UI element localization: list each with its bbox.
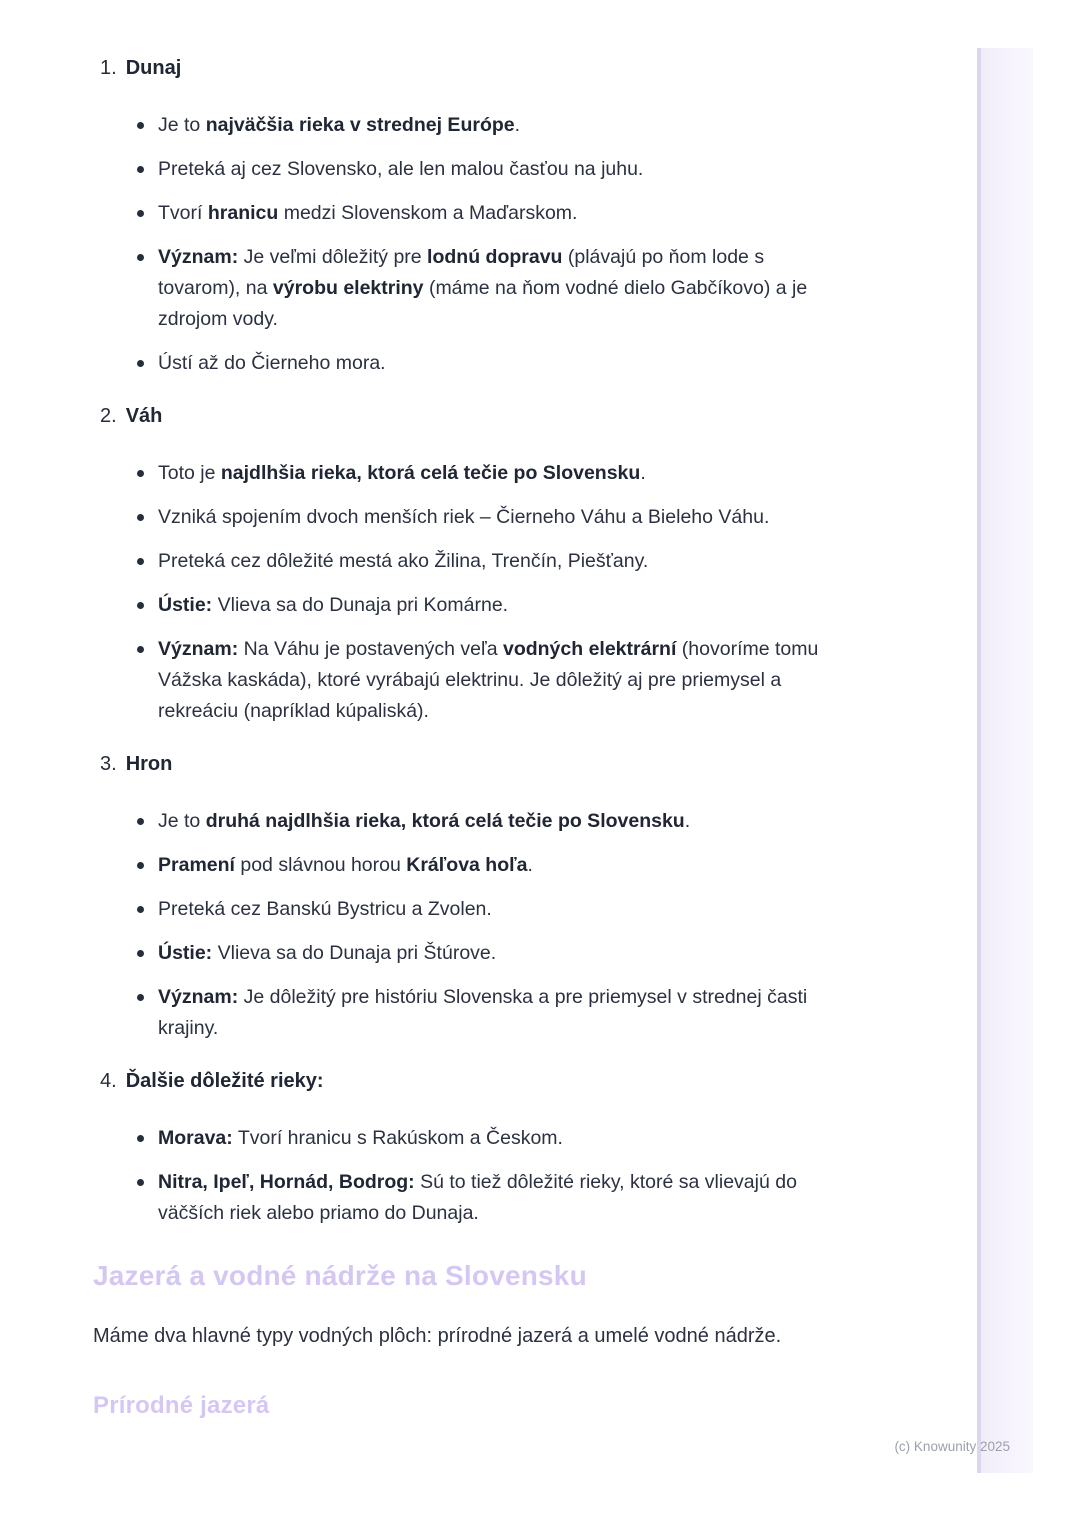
text-run: Preteká aj cez Slovensko, ale len malou časťou na juhu. (158, 158, 644, 180)
text-run: Vzniká spojením dvoch menších riek – Čierneho Váhu a Bieleho Váhu. (158, 506, 770, 528)
list-item (93, 938, 830, 969)
bullet-icon (137, 862, 144, 869)
text-run: Je veľmi dôležitý pre (238, 246, 428, 268)
bullet-icon (137, 818, 144, 825)
text-run: . (514, 114, 521, 136)
bold-text-run: Ústie: (158, 942, 213, 964)
copyright-note: (c) Knowunity 2025 (894, 1439, 1010, 1454)
list-item (93, 502, 830, 533)
text-run: pod slávnou horou (234, 854, 407, 876)
bullet-list (93, 110, 830, 379)
list-item (93, 806, 830, 837)
list-item (93, 850, 830, 881)
section-number: 4. (100, 1070, 117, 1092)
rivers-list (93, 56, 830, 1229)
bullet-icon (137, 210, 144, 217)
section-title: Ďalšie dôležité rieky: (125, 1070, 324, 1092)
text-run: Tvorí hranicu s Rakúskom a Českom. (232, 1127, 563, 1149)
bullet-icon (137, 994, 144, 1001)
bold-text-run: hranicu (207, 202, 279, 224)
list-item (93, 546, 830, 577)
section-title: Dunaj (125, 57, 182, 79)
bullet-icon (137, 122, 144, 129)
bullet-list (93, 458, 830, 727)
section-number: 1. (100, 57, 117, 79)
section-heading (93, 1069, 830, 1093)
list-item (93, 590, 830, 621)
text-run: . (640, 462, 646, 484)
section-title: Váh (125, 405, 163, 427)
bullet-icon (137, 646, 144, 653)
decorative-side-bar (977, 48, 1033, 1473)
bold-text-run: lodnú dopravu (427, 246, 563, 268)
section-heading (93, 404, 830, 428)
bullet-icon (137, 166, 144, 173)
section-number: 2. (100, 405, 117, 427)
text-run: (máme na ňom vodné dielo Gabčíkovo) a je zdrojom vody. (158, 277, 808, 330)
bold-text-run: druhá najdlhšia rieka, ktorá celá tečie po Slovensku (205, 810, 685, 832)
bold-text-run: Význam: (158, 638, 239, 660)
bullet-icon (137, 1135, 144, 1142)
text-run: medzi Slovenskom a Maďarskom. (278, 202, 578, 224)
list-item (93, 982, 830, 1044)
bold-text-run: výrobu elektriny (272, 277, 424, 299)
bullet-list (93, 1123, 830, 1229)
list-item (93, 458, 830, 489)
bold-text-run: vodných elektrární (502, 638, 677, 660)
text-run: Tvorí (158, 202, 208, 224)
list-item (93, 110, 830, 141)
list-item (93, 1167, 830, 1229)
text-run: Preteká cez Banskú Bystricu a Zvolen. (158, 898, 492, 920)
bullet-icon (137, 906, 144, 913)
text-run: Je dôležitý pre históriu Slovenska a pre priemysel v strednej časti krajiny. (158, 986, 808, 1039)
section-title: Hron (125, 753, 173, 775)
text-run: Sú to tiež dôležité rieky, ktoré sa vlievajú do väčších riek alebo priamo do Dunaja. (158, 1171, 797, 1224)
river-section (93, 404, 830, 727)
bold-text-run: Význam: (158, 246, 239, 268)
bold-text-run: Ústie: (158, 594, 213, 616)
lakes-intro-paragraph: Máme dva hlavné typy vodných plôch: prírodné jazerá a umelé vodné nádrže. (93, 1325, 782, 1347)
text-run: Vlieva sa do Dunaja pri Komárne. (212, 594, 509, 616)
river-section (93, 56, 830, 379)
natural-lakes-subheading: Prírodné jazerá (93, 1392, 270, 1419)
bullet-icon (137, 558, 144, 565)
river-section (93, 1069, 830, 1229)
river-section (93, 752, 830, 1044)
text-run: Preteká cez dôležité mestá ako Žilina, Trenčín, Piešťany. (158, 550, 649, 572)
list-item (93, 348, 830, 379)
section-number: 3. (100, 753, 117, 775)
bullet-icon (137, 950, 144, 957)
bullet-icon (137, 470, 144, 477)
text-run: . (527, 854, 533, 876)
bullet-icon (137, 254, 144, 261)
section-heading (93, 56, 830, 80)
text-run: Toto je (158, 462, 221, 484)
list-item (93, 198, 830, 229)
list-item (93, 242, 830, 335)
list-item (93, 894, 830, 925)
section-heading (93, 752, 830, 776)
bullet-icon (137, 360, 144, 367)
bullet-list (93, 806, 830, 1044)
bold-text-run: Nitra, Ipeľ, Hornád, Bodrog: (158, 1171, 415, 1193)
lakes-section-heading: Jazerá a vodné nádrže na Slovensku (93, 1260, 587, 1291)
text-run: (hovoríme tomu Vážska kaskáda), ktoré vyrábajú elektrinu. Je dôležitý aj pre priemysel a rekreáciu (napríklad kúpaliská). (158, 638, 819, 722)
bold-text-run: najdlhšia rieka, ktorá celá tečie po Slovensku (220, 462, 641, 484)
text-run: (plávajú po ňom lode s tovarom), na (158, 246, 765, 299)
text-run: Ústí až do Čierneho mora. (158, 352, 386, 374)
bullet-icon (137, 514, 144, 521)
text-run: Je to (158, 114, 206, 136)
list-item (93, 154, 830, 185)
document-content (93, 0, 830, 1421)
list-item (93, 1123, 830, 1154)
bullet-icon (137, 602, 144, 609)
bold-text-run: Kráľova hoľa (406, 854, 528, 876)
bold-text-run: Význam: (158, 986, 239, 1008)
text-run: Na Váhu je postavených veľa (238, 638, 503, 660)
text-run: . (684, 810, 691, 832)
bold-text-run: Pramení (158, 854, 235, 876)
bullet-icon (137, 1179, 144, 1186)
list-item (93, 634, 830, 727)
text-run: Je to (158, 810, 206, 832)
bold-text-run: najväčšia rieka v strednej Európe (205, 114, 515, 136)
text-run: Vlieva sa do Dunaja pri Štúrove. (212, 942, 497, 964)
bold-text-run: Morava: (158, 1127, 233, 1149)
